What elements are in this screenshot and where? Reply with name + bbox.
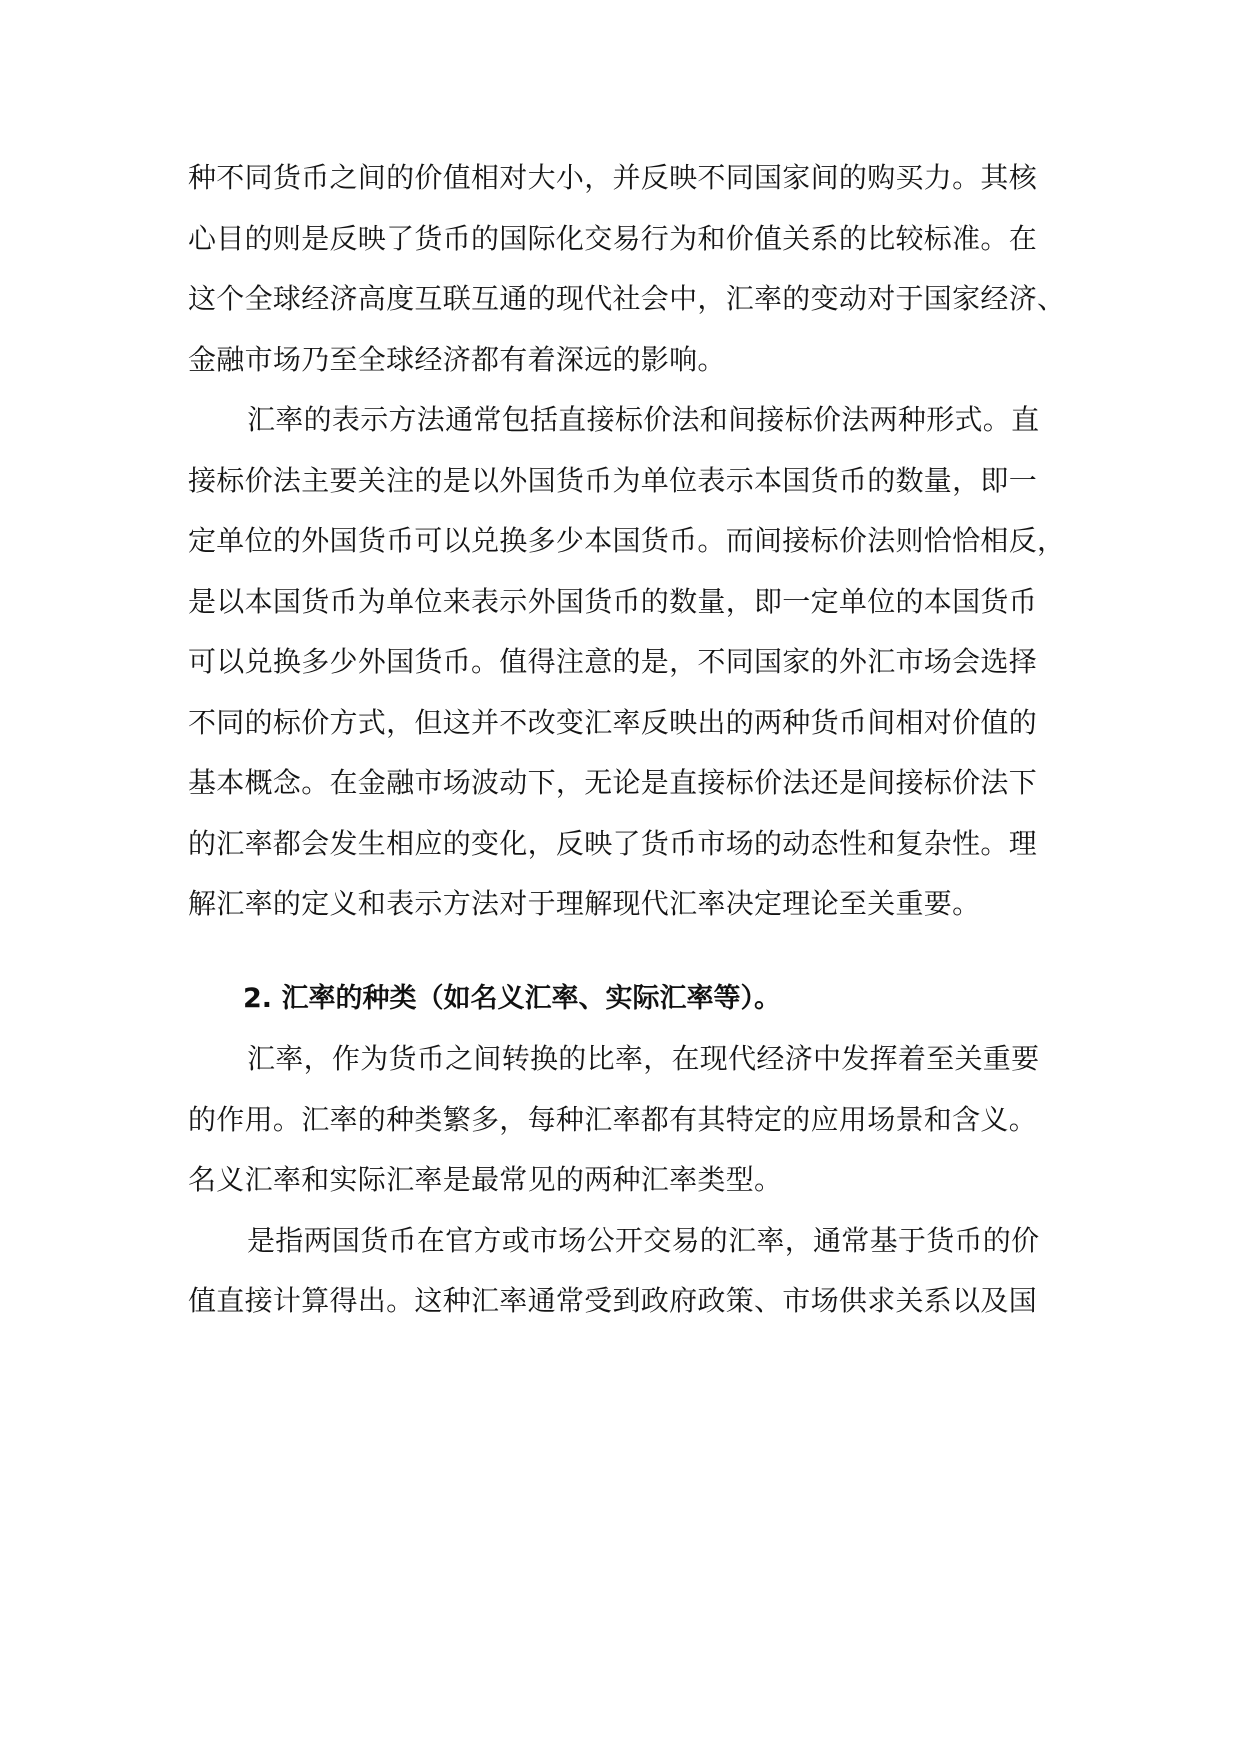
section-heading: 2. 汇率的种类（如名义汇率、实际汇率等）。 bbox=[243, 982, 781, 1014]
paragraph-line: 值直接计算得出。这种汇率通常受到政府政策、市场供求关系以及国 bbox=[188, 1284, 1038, 1317]
paragraph-1 bbox=[188, 148, 1088, 390]
paragraph-line: 名义汇率和实际汇率是最常见的两种汇率类型。 bbox=[188, 1163, 783, 1196]
paragraph-line: 汇率，作为货币之间转换的比率，在现代经济中发挥着至关重要 bbox=[247, 1042, 1040, 1075]
paragraph-line: 心目的则是反映了货币的国际化交易行为和价值关系的比较标准。在 bbox=[188, 221, 1038, 255]
paragraph-line: 种不同货币之间的价值相对大小，并反映不同国家间的购买力。其核 bbox=[188, 161, 1038, 194]
paragraph-line: 接标价法主要关注的是以外国货币为单位表示本国货币的数量，即一 bbox=[188, 463, 1038, 497]
paragraph-line: 定单位的外国货币可以兑换多少本国货币。而间接标价法则恰恰相反， bbox=[188, 524, 1066, 557]
paragraph-4 bbox=[188, 1211, 1088, 1332]
body-text bbox=[188, 148, 1088, 1332]
paragraph-line: 的汇率都会发生相应的变化，反映了货币市场的动态性和复杂性。理 bbox=[188, 826, 1038, 860]
paragraph-line: 汇率的表示方法通常包括直接标价法和间接标价法两种形式。直 bbox=[247, 403, 1040, 436]
paragraph-line: 是指两国货币在官方或市场公开交易的汇率，通常基于货币的价 bbox=[247, 1223, 1040, 1257]
paragraph-line: 是以本国货币为单位来表示外国货币的数量，即一定单位的本国货币 bbox=[188, 584, 1038, 618]
paragraph-line: 金融市场乃至全球经济都有着深远的影响。 bbox=[188, 342, 726, 376]
paragraph-line: 可以兑换多少外国货币。值得注意的是，不同国家的外汇市场会选择 bbox=[188, 645, 1038, 678]
paragraph-line: 的作用。汇率的种类繁多，每种汇率都有其特定的应用场景和含义。 bbox=[188, 1102, 1038, 1136]
paragraph-line: 解汇率的定义和表示方法对于理解现代汇率决定理论至关重要。 bbox=[188, 887, 981, 920]
paragraph-2 bbox=[188, 390, 1088, 935]
paragraph-line: 基本概念。在金融市场波动下，无论是直接标价法还是间接标价法下 bbox=[188, 766, 1038, 799]
paragraph-line: 这个全球经济高度互联互通的现代社会中，汇率的变动对于国家经济、 bbox=[188, 282, 1066, 315]
paragraph-line: 不同的标价方式，但这并不改变汇率反映出的两种货币间相对价值的 bbox=[188, 705, 1038, 739]
paragraph-3 bbox=[188, 1029, 1088, 1211]
